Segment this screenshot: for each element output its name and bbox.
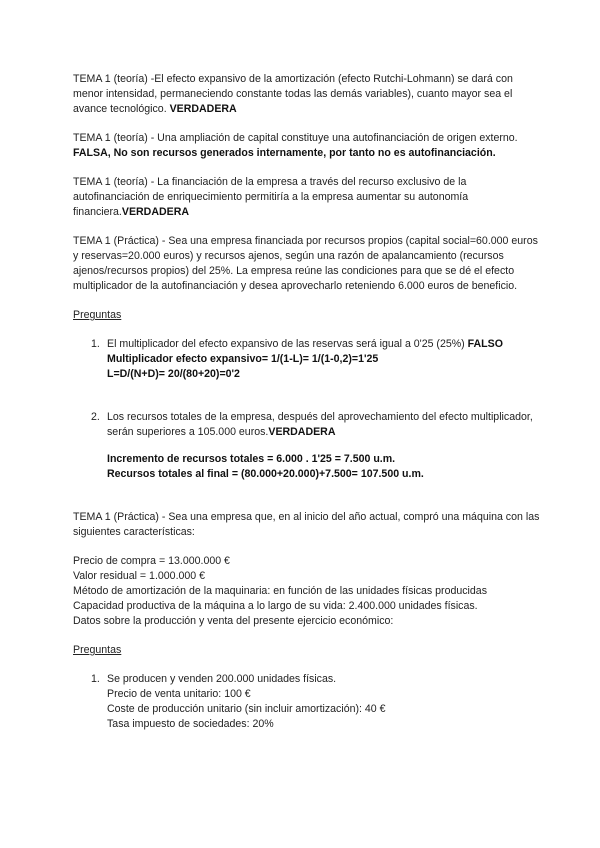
data-line: Precio de compra = 13.000.000 € xyxy=(73,555,230,567)
paragraph-text: TEMA 1 (teoría) -El efecto expansivo de la amortización (efecto Rutchi-Lohmann) se dará con menor intensidad, permaneciendo constante todas las demás variables), cuanto mayor sea el avance tecnológico. xyxy=(73,73,513,115)
question-text: El multiplicador del efecto expansivo de las reservas será igual a 0'25 (25%) FALSO xyxy=(107,338,503,350)
data-line: Tasa impuesto de sociedades: 20% xyxy=(107,718,274,730)
list-number: 2. xyxy=(91,411,100,423)
data-line: Precio de venta unitario: 100 € xyxy=(107,688,251,700)
data-line: Método de amortización de la maquinaria: en función de las unidades físicas producidas xyxy=(73,585,487,597)
machine-data xyxy=(73,554,543,629)
answer-label: VERDADERA xyxy=(169,103,237,115)
answer-label: FALSA, No son recursos generados internamente, por tanto no es autofinanciación. xyxy=(73,147,496,159)
paragraph-theory-2 xyxy=(73,131,543,161)
paragraph-practice-1: TEMA 1 (Práctica) - Sea una empresa financiada por recursos propios (capital social=60.000 euros y reservas=20.000 euros) y recursos ajenos, según una razón de apalancamiento (recursos ajenos/recursos propios) del 25%. La empresa reúne las condiciones para que se dé el efecto multiplicador de la autofinanciación y desea aprovecharlo reteniendo 6.000 euros de beneficio. xyxy=(73,235,538,292)
paragraph-text: TEMA 1 (teoría) - Una ampliación de capital constituye una autofinanciación de origen externo. xyxy=(73,132,518,144)
answer-label: VERDADERA xyxy=(121,206,189,218)
list-item xyxy=(73,337,543,382)
section-heading: Preguntas xyxy=(73,309,122,321)
data-line: Datos sobre la producción y venta del presente ejercicio económico: xyxy=(73,615,394,627)
paragraph-practice-2: TEMA 1 (Práctica) - Sea una empresa que, en al inicio del año actual, compró una máquina con las siguientes características: xyxy=(73,511,540,538)
answer-detail: L=D/(N+D)= 20/(80+20)=0'2 xyxy=(107,368,240,380)
list-item xyxy=(73,410,543,482)
paragraph-text: TEMA 1 (teoría) - La financiación de la empresa a través del recurso exclusivo de la autofinanciación de enriquecimiento permitiría a la empresa aumentar su autonomía financiera. xyxy=(73,176,469,218)
list-number: 1. xyxy=(91,673,100,685)
question-text: Se producen y venden 200.000 unidades físicas. xyxy=(107,673,337,685)
answer-detail: Multiplicador efecto expansivo= 1/(1-L)= 1/(1-0,2)=1'25 xyxy=(107,353,379,365)
data-line: Coste de producción unitario (sin incluir amortización): 40 € xyxy=(107,703,386,715)
answer-detail: Recursos totales al final = (80.000+20.000)+7.500= 107.500 u.m. xyxy=(107,468,424,480)
answer-label: FALSO xyxy=(467,338,503,350)
document-page xyxy=(73,72,543,732)
data-line: Capacidad productiva de la máquina a lo largo de su vida: 2.400.000 unidades físicas. xyxy=(73,600,478,612)
list-item xyxy=(73,672,543,732)
answer-label: VERDADERA xyxy=(268,426,336,438)
paragraph-theory-3 xyxy=(73,175,543,220)
data-line: Valor residual = 1.000.000 € xyxy=(73,570,206,582)
paragraph-theory-1 xyxy=(73,72,543,117)
list-number: 1. xyxy=(91,338,100,350)
question-text: Los recursos totales de la empresa, después del aprovechamiento del efecto multiplicador, serán superiores a 105.000 euros.VERDADERA xyxy=(107,411,533,438)
section-heading: Preguntas xyxy=(73,644,122,656)
answer-detail: Incremento de recursos totales = 6.000 . 1'25 = 7.500 u.m. xyxy=(107,453,396,465)
